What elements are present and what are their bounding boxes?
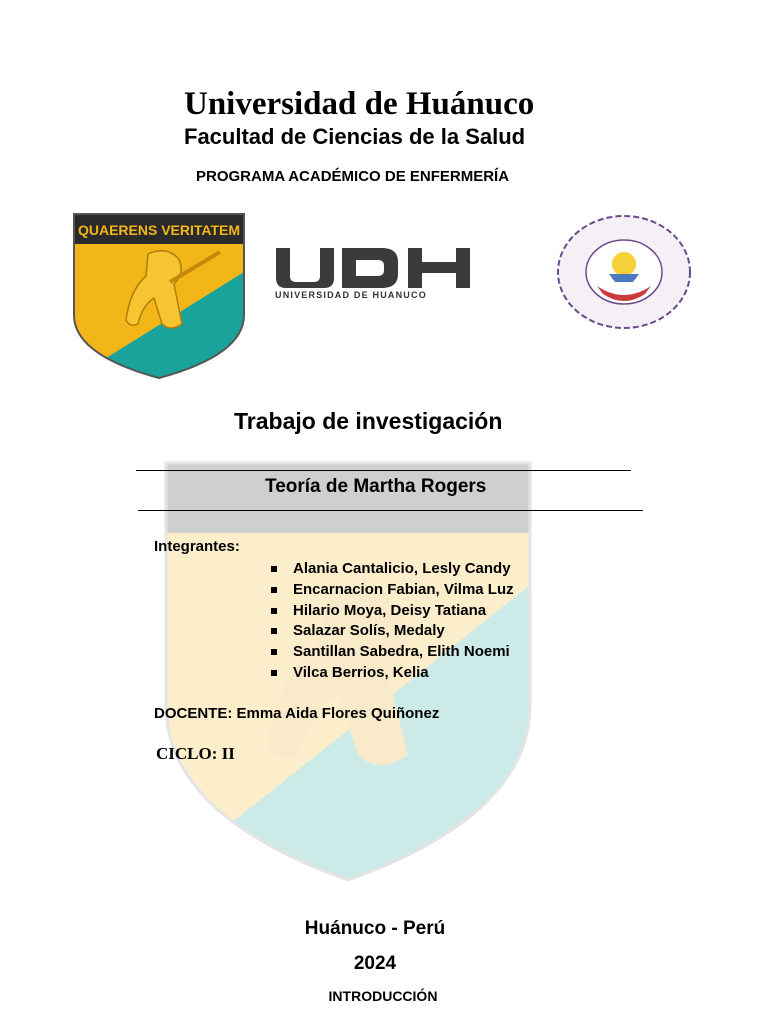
member-name: Santillan Sabedra, Elith Noemi [293, 643, 510, 661]
faculty-name: Facultad de Ciencias de la Salud [184, 124, 526, 149]
member-name: Hilario Moya, Deisy Tatiana [293, 601, 487, 619]
list-item [271, 580, 514, 601]
bullet-icon [271, 628, 277, 634]
bullet-icon [271, 670, 277, 676]
section-heading: INTRODUCCIÓN [328, 988, 438, 1004]
member-name: Vilca Berrios, Kelia [293, 663, 429, 681]
bullet-icon [271, 608, 277, 614]
list-item [271, 663, 514, 684]
place-line: Huánuco - Perú [304, 918, 446, 939]
bullet-icon [271, 566, 277, 572]
university-seal-icon [553, 212, 695, 332]
university-name: Universidad de Huánuco [184, 86, 535, 122]
member-name: Salazar Solís, Medaly [293, 622, 445, 640]
topic-title: Teoría de Martha Rogers [265, 476, 487, 497]
program-name: PROGRAMA ACADÉMICO DE ENFERMERÍA [196, 168, 510, 185]
member-name: Alania Cantalicio, Lesly Candy [293, 560, 511, 577]
shield-logo-icon [70, 210, 248, 382]
list-item [271, 559, 514, 580]
members-label: Integrantes: [154, 538, 240, 555]
cycle-line: CICLO: II [156, 744, 235, 763]
member-name: Encarnacion Fabian, Vilma Luz [293, 580, 514, 598]
bullet-icon [271, 649, 277, 655]
teacher-line: DOCENTE: Emma Aida Flores Quiñonez [154, 705, 440, 722]
document-type-title: Trabajo de investigación [234, 408, 503, 434]
year-line: 2024 [353, 953, 397, 974]
udh-caption: UNIVERSIDAD DE HUANUCO [275, 290, 427, 300]
list-item [271, 642, 514, 663]
shield-motto: QUAERENS VERITATEM [77, 222, 241, 238]
list-item [271, 601, 514, 622]
bullet-icon [271, 587, 277, 593]
list-item [271, 621, 514, 642]
divider-top [136, 470, 631, 471]
divider-bottom [138, 510, 643, 511]
members-list [271, 559, 514, 684]
